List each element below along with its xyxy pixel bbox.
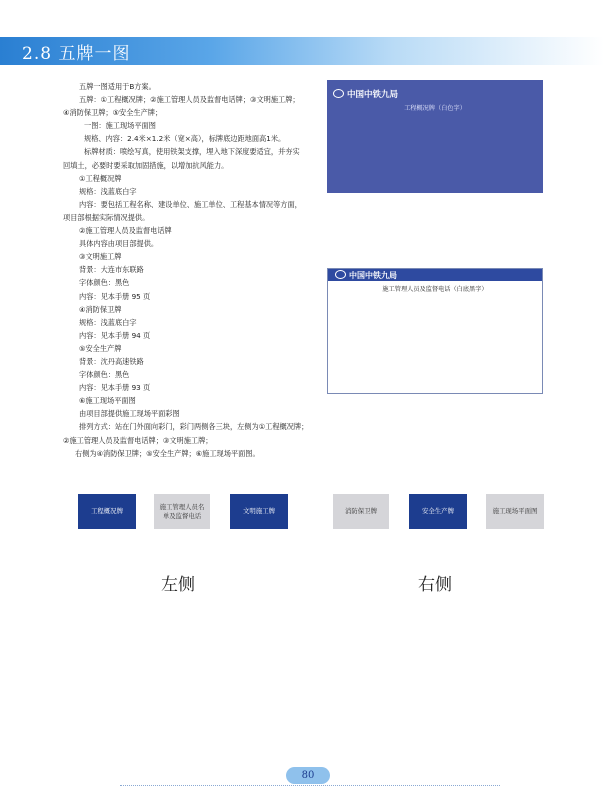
- text-line: ④消防保卫牌；⑤安全生产牌；: [63, 108, 163, 118]
- text-line: 具体内容由项目部提供。: [79, 239, 159, 249]
- text-line: ①工程概况牌: [79, 173, 122, 183]
- layout-box-label: 施工现场平面图: [492, 507, 538, 515]
- text-line: 排列方式：站在门外面向彩门，彩门两侧各三块，左侧为①工程概况牌；: [79, 422, 309, 432]
- text-line: 右侧为④消防保卫牌；⑤安全生产牌；⑥施工现场平面图。: [75, 448, 260, 458]
- text-line: 规格：浅蓝底白字: [79, 186, 137, 196]
- layout-box-safety-production: [409, 494, 467, 529]
- text-line: ⑥施工现场平面图: [79, 396, 136, 406]
- layout-box-label: 消防保卫牌: [345, 507, 377, 515]
- layout-box-label: 施工管理人员名单及监督电话: [159, 502, 205, 520]
- text-line: 内容：见本手册 95 页: [79, 291, 151, 301]
- text-line: 规格、内容：2.4米×1.2米（宽×高），标牌底边距地面高1米。: [84, 134, 286, 144]
- sign-caption: 施工管理人员及监督电话（白底黑字）: [382, 286, 488, 293]
- text-line: 五牌一图适用于B方案。: [79, 82, 156, 91]
- text-line: 五牌：①工程概况牌；②施工管理人员及监督电话牌；③文明施工牌；: [79, 95, 300, 105]
- text-line: 回填土，必要时要采取加固措施，以增加抗风能力。: [63, 160, 229, 170]
- text-line: 标牌材质：喷绘写真，使用铁架支撑，埋入地下深度要适宜，并夯实: [84, 147, 300, 157]
- text-line: 内容：见本手册 93 页: [79, 383, 151, 393]
- company-name: 中国中铁九局: [349, 271, 397, 280]
- layout-box-management-phone: [154, 494, 210, 529]
- sign-caption: 工程概况牌（白色字）: [404, 105, 466, 112]
- layout-box-project-overview: [78, 494, 136, 529]
- management-phone-sign: [327, 268, 543, 394]
- text-line: 内容：见本手册 94 页: [79, 330, 151, 340]
- company-logo: [335, 270, 397, 281]
- footer-divider: [120, 785, 500, 786]
- crec-logo-icon: [335, 270, 346, 279]
- right-side-label: 右侧: [418, 575, 452, 595]
- crec-logo-icon: [333, 89, 344, 98]
- text-line: ②施工管理人员及监督电话牌；③文明施工牌；: [63, 435, 213, 445]
- text-line: 背景：沈丹高速铁路: [79, 356, 144, 366]
- text-line: 字体颜色：黑色: [79, 370, 130, 380]
- text-line: 由项目部提供施工现场平面彩图: [79, 409, 180, 419]
- company-logo: [333, 88, 398, 100]
- text-line: ③文明施工牌: [79, 252, 122, 262]
- layout-box-civilized-construction: [230, 494, 288, 529]
- company-name: 中国中铁九局: [347, 90, 399, 100]
- text-line: 背景：大连市东联路: [79, 265, 144, 275]
- page-number: 80: [301, 770, 315, 781]
- text-line: 字体颜色：黑色: [79, 278, 130, 288]
- layout-box-site-plan: [486, 494, 544, 529]
- layout-box-label: 安全生产牌: [422, 507, 454, 515]
- layout-box-label: 工程概况牌: [91, 507, 123, 515]
- text-line: ⑤安全生产牌: [79, 343, 122, 353]
- body-text: [63, 80, 325, 460]
- layout-box-label: 文明施工牌: [243, 507, 275, 515]
- text-line: 内容：要包括工程名称、建设单位、施工单位、工程基本情况等方面，: [79, 199, 302, 209]
- text-line: ②施工管理人员及监督电话牌: [79, 226, 172, 236]
- left-side-label: 左侧: [161, 575, 195, 595]
- page-number-badge: [286, 767, 330, 784]
- text-line: ④消防保卫牌: [79, 304, 122, 314]
- section-title: 2.8 五牌一图: [22, 44, 131, 64]
- project-overview-sign: [327, 80, 543, 193]
- text-line: 一图：施工现场平面图: [84, 121, 156, 131]
- text-line: 规格：浅蓝底白字: [79, 317, 137, 327]
- layout-box-fire-security: [333, 494, 389, 529]
- text-line: 项目部根据实际情况提供。: [63, 212, 150, 222]
